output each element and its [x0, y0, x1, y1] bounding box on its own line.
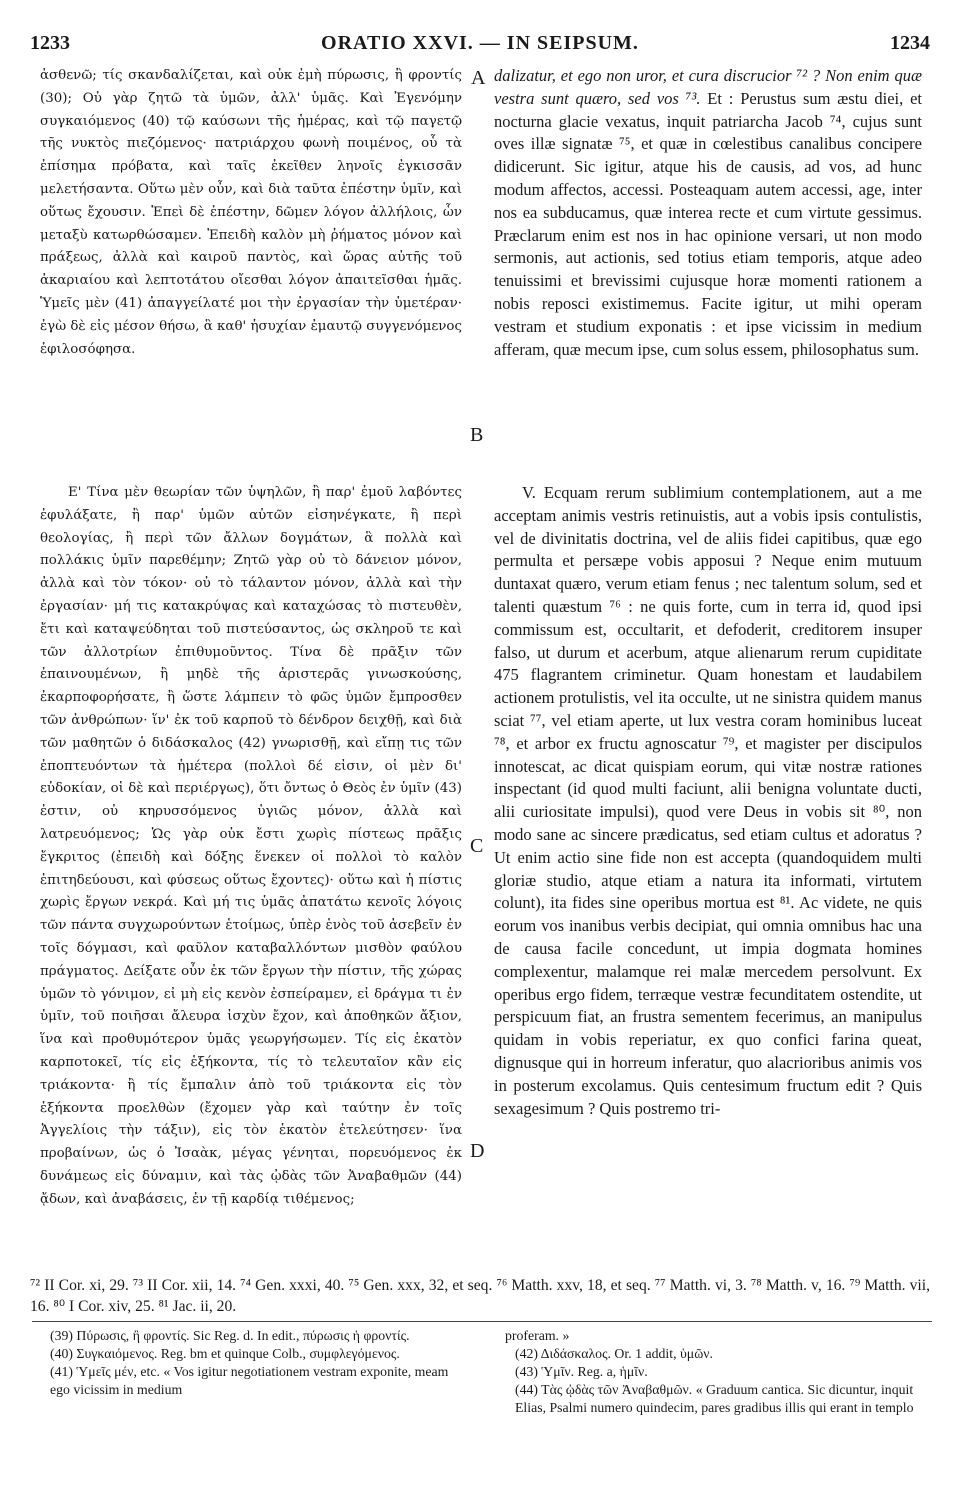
latin-paragraph: V. Ecquam rerum sublimium contemplationem, aut a me acceptam animis vestris retinuistis, aut a vobis ipsis contulistis, vel de divinitatis doctrina, vel de aliis fidei capitibus, quæ ego permulta et persæpe vobis apposui ? Neque enim mutuum duntaxat quæro, verum etiam fenus ; nec talentum solum, sed et talenti quæstum ⁷⁶ : ne quis forte, cum in terra id, quod ipsi commissum est, occultarit, et defoderit, creditorem insuper falso, ut durum et acerbum, atque alienarum rerum cupiditate 475 flagrantem criminetur. Quam honestam et laudabilem actionem protulistis, vel ita occulte, ut ne sinistra quidem manus sciat ⁷⁷, vel etiam aperte, ut lux vestra coram hominibus luceat ⁷⁸, et arbor ex fructu agnoscatur ⁷⁹, et magister per discipulos innotescat, ac dicat quispiam eorum, qui vitæ nostræ rationes inspectant (id quod multi faciunt, alii benigna voluntate ducti, alii curiositate impulsi), quod vere Deus in vobis sit ⁸⁰, non modo sane ac sincere prædicatus, sed etiam cultus et adoratus ? Ut enim actio sine fide non est accepta (quandoquidem multi gloriæ studio, atque etiam a natura ita informati, virtutem colunt), ita fides sine operibus mortua est ⁸¹. Ac videte, ne quis eorum vos inanibus verbis decipiat, qui omnia omnibus hac una de causa facile concedunt, ut impia dogmata homines complexentur, malamque rei malæ mercedem persolvunt. Ex operibus ergo fidem, terræque vestræ fecunditatem ostendite, ut perspicuum fiat, an frustra sementem fecerimus, an manipulus quidam in vobis reperiatur, ex quo confici farina queat, dignusque qui in horreum inferatur, quo alacrioribus animis vos in posterum excolamus. Quis centesimum fructum edit ? Quis sexagesimum ? Quis postremo tri-	[494, 483, 922, 1118]
footnotes-right	[505, 1327, 930, 1492]
margin-marker-a: A	[471, 67, 486, 89]
footnote: (44) Τὰς ᾠδὰς τῶν Ἀναβαθμῶν. « Graduum cantica. Sic dicuntur, inquit Elias, Psalmi numero quindecim, pares gradibus illis qui erant in templo	[515, 1382, 914, 1415]
greek-paragraph: ἀσθενῶ; τίς σκανδαλίζεται, καὶ οὐκ ἐμὴ πύρωσις, ἢ φροντίς (30); Οὐ γὰρ ζητῶ τὰ ὑμῶν, ἀλλ' ὑμᾶς. Καὶ Ἐγενόμην συγκαιόμενος (40) τῷ καύσωνι τῆς ἡμέρας, καὶ τῷ παγετῷ τῆς νυκτὸς πιεζόμενος· πατριάρχου φωνὴ ποιμένος, οὗ τὰ ἐπίσημα πρόβατα, καὶ ταῖς ἐκεῖθεν ληνοῖς ἐγκισσᾶν μελετήσαντα. Οὕτω μὲν οὖν, καὶ διὰ ταῦτα ἐπέστην ὑμῖν, καὶ οὕτως ἔχουσιν. Ἐπεὶ δὲ ἐπέστην, δῶμεν λόγον ἀλλήλοις, ὧν μεταξὺ κατωρθώσαμεν. Ἐπειδὴ καλὸν μὴ ῥήματος μόνον καὶ πράξεως, ἀλλὰ καὶ καιροῦ παντὸς, καὶ ὥρας αὐτῆς τοῦ ἀκαριαίου καὶ λεπτοτάτου οἴεσθαι λόγον ἀπαιτεῖσθαι ἡμᾶς. Ὑμεῖς μὲν (41) ἀπαγγείλατέ μοι τὴν ἐργασίαν τὴν ὑμετέραν· ἐγὼ δὲ εἰς μέσον θήσω, ἃ καθ' ἡσυχίαν ἐμαυτῷ συγγενόμενος ἐφιλοσόφησα.	[40, 68, 462, 357]
footnote: (43) Ὑμῖν. Reg. a, ἡμῖν.	[515, 1364, 648, 1379]
page-number-left: 1233	[30, 32, 70, 54]
scripture-references: ⁷² II Cor. xi, 29. ⁷³ II Cor. xii, 14. ⁷⁴ Gen. xxxi, 40. ⁷⁵ Gen. xxx, 32, et seq. ⁷⁶ Matth. xxv, 18, et seq. ⁷⁷ Matth. vi, 3. ⁷⁸ Matth. v, 16. ⁷⁹ Matth. vii, 16. ⁸⁰ I Cor. xiv, 25. ⁸¹ Jac. ii, 20.	[30, 1277, 930, 1315]
greek-column-top	[40, 65, 462, 413]
margin-marker-c: C	[470, 835, 484, 857]
latin-column-bottom	[494, 482, 922, 1272]
footnote: (42) Διδάσκαλος. Or. 1 addit, ὑμῶν.	[515, 1346, 713, 1361]
footnote-divider	[32, 1321, 932, 1322]
latin-column-top	[494, 65, 922, 457]
latin-italic-text: dalizatur, et ego non uror, et cura discrucior ⁷² ? Non enim quæ vestra sunt quæro, sed vos ⁷³.	[494, 66, 922, 108]
footnote: proferam. »	[505, 1328, 570, 1343]
greek-column-bottom	[40, 482, 462, 1272]
footnotes-left	[40, 1327, 470, 1492]
latin-text: Et : Perustus sum æstu diei, et nocturna glacie vexatus, inquit patriarcha Jacob ⁷⁴, cujus sunt oves illæ signatæ ⁷⁵, et quæ in cœlestibus canalibus concipere didicerunt. Sic igitur, atque his de causis, ad vos, ad hunc modum affectos, accessi. Posteaquam autem accessi, age, inter nos ea subducamus, quæ interea recte et cum virtute gessimus. Præclarum enim est nos in hac opinione versari, ut non modo sermonis, aut actionis, sed totius etiam temporis, atque adeo tenuissimi et brevissimi cujusque horæ momenti rationem a nobis reposci existimemus. Facite igitur, ut mihi operam vestram et studium exponatis : et ipse vicissim in medium afferam, quæ mecum ipse, cum solus essem, philosophatus sum.	[494, 88, 922, 359]
running-title: ORATIO XXVI. — IN SEIPSUM.	[321, 32, 639, 54]
page-header	[30, 32, 930, 56]
page-number-right: 1234	[890, 32, 930, 54]
margin-marker-b: B	[470, 424, 484, 446]
greek-paragraph: Ε' Τίνα μὲν θεωρίαν τῶν ὑψηλῶν, ἢ παρ' ἐμοῦ λαβόντες ἐφυλάξατε, ἢ παρ' ὑμῶν αὐτῶν εἰσηνέγκατε, ἢ περὶ θεολογίας, ἢ περὶ τῶν ἄλλων δογμάτων, ἃ πολλὰ καὶ πολλάκις ὑμῖν παρεθέμην; Ζητῶ γὰρ οὐ τὸ δάνειον μόνον, ἀλλὰ καὶ τὸν τόκον· οὐ τὸ τάλαντον μόνον, ἀλλὰ καὶ τὴν ἐργασίαν· μή τις κατακρύψας καὶ καταχώσας τὸ πιστευθὲν, ἔτι καὶ καταψεύδηται τοῦ πιστεύσαντος, ὡς σκληροῦ τε καὶ τῶν ἀλλοτρίων ἐπιθυμοῦντος. Τίνα δὲ πρᾶξιν τῶν ἐπαινουμένων, ἢ μηδὲ τῆς ἀριστερᾶς γινωσκούσης, ἐκαρποφορήσατε, ἢ ὥστε λάμπειν τὸ φῶς ὑμῶν ἔμπροσθεν τῶν ἀνθρώπων· ἵν' ἐκ τοῦ καρποῦ τὸ δένδρον δειχθῇ, καὶ διὰ τῶν μαθητῶν ὁ διδάσκαλος (42) γνωρισθῇ, καὶ εἴπῃ τις τῶν ἐποπτευόντων τὰ ἡμέτερα (πολλοὶ δέ εἰσιν, οἱ μὲν δι' εὐδοκίαν, οἱ δὲ καὶ περιέργως), ὅτι ὄντως ὁ Θεὸς ἐν ὑμῖν (43) ἐστιν, οὐ κηρυσσόμενος ὑγιῶς μόνον, ἀλλὰ καὶ λατρευόμενος; Ὡς γὰρ οὐκ ἔστι χωρὶς πίστεως πρᾶξις ἔγκριτος (ἐπειδὴ καὶ δόξης ἕνεκεν οἱ πολλοὶ τὸ καλὸν ἐπιτηδεύουσι, καὶ φύσεως οὕτως ἔχοντες)· οὕτω καὶ ἡ πίστις χωρὶς ἔργων νεκρά. Καὶ μή τις ὑμᾶς ἀπατάτω κενοῖς λόγοις τῶν πάντα συγχωρούντων ἑτοίμως, ὑπὲρ ἑνὸς τοῦ ἀσεβεῖν ἐν τοῖς δόγμασι, καὶ φαῦλον καταβαλλόντων μισθὸν φαύλου πράγματος. Δείξατε οὖν ἐκ τῶν ἔργων τὴν πίστιν, τῆς χώρας ὑμῶν τὸ γόνιμον, εἰ μὴ εἰς κενὸν ἐσπείραμεν, εἰ δράγμα τι ἐν ὑμῖν, τοῦ ποιῆσαι ἄλευρα ἰσχὺν ἔχον, καὶ ἀποθηκῶν ἄξιον, ἵνα καὶ προθυμότερον ὑμᾶς γεωργήσωμεν. Τίς εἰς ἑκατὸν καρποτοκεῖ, τίς εἰς ἑξήκοντα, τίς τὸ τελευταῖον κἂν εἰς τριάκοντα· ἢ τίς ἔμπαλιν ἀπὸ τοῦ τριάκοντα εἰς τὸν ἑξήκοντα προελθὼν (ἔχομεν γὰρ καὶ ταύτην ἐν τοῖς Ἀγγελίοις τὴν τάξιν), εἰς τὸν ἑκατὸν ἐτελεύτησεν· ἵνα προβαίνων, ὡς ὁ Ἰσαὰκ, μέγας γένηται, πορευόμενος ἐκ δυνάμεως εἰς δύναμιν, καὶ τὰς ᾠδὰς τῶν Ἀναβαθμῶν (44) ᾄδων, καὶ ἀναβάσεις, ἐν τῇ καρδίᾳ τιθέμενος;	[40, 485, 462, 1207]
latin-paragraph	[494, 65, 922, 361]
footnote: (39) Πύρωσις, ἢ φροντίς. Sic Reg. d. In edit., πύρωσις ἡ φροντίς.	[50, 1328, 410, 1343]
margin-marker-d: D	[470, 1140, 485, 1162]
footnote: (41) Ὑμεῖς μέν, etc. « Vos igitur negotiationem vestram exponite, meam ego vicissim in medium	[50, 1364, 449, 1397]
footnote: (40) Συγκαιόμενος. Reg. bm et quinque Colb., συμφλεγόμενος.	[50, 1346, 400, 1361]
